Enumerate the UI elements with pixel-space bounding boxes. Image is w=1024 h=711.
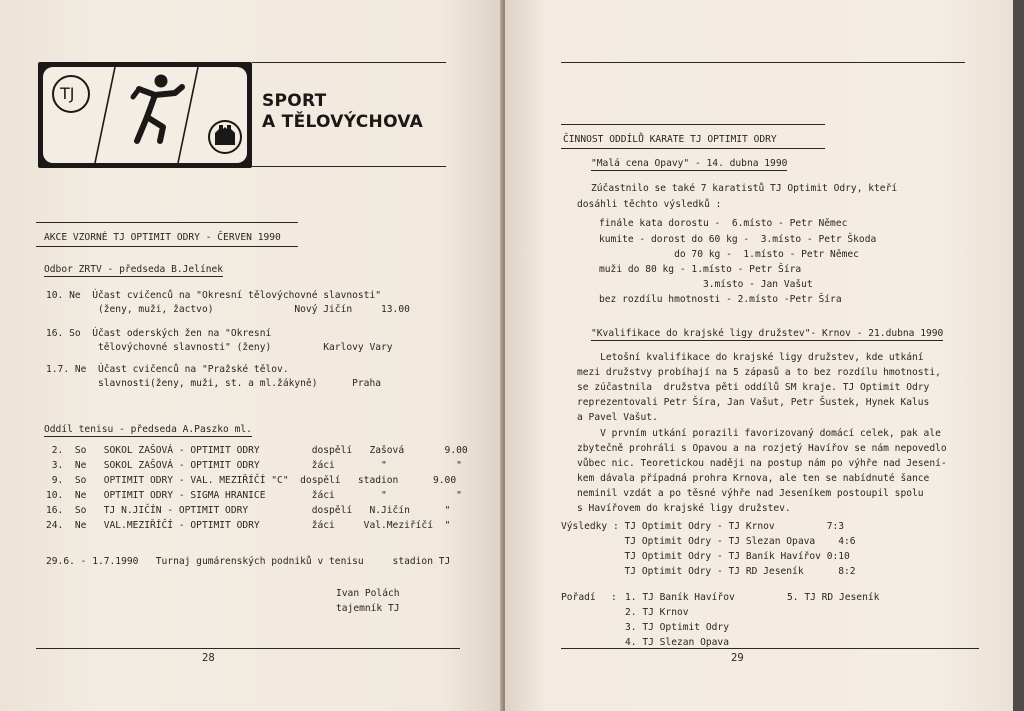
paragraph-line: s Havířovem do krajské ligy družstev.	[577, 503, 791, 514]
subsection-tennis-title: Oddíl tenisu - předseda A.Paszko ml.	[44, 424, 252, 435]
intro-line: dosáhli těchto výsledků :	[577, 199, 722, 210]
tj-emblem-text: TJ	[60, 84, 75, 103]
list-item: 3.místo - Jan Vašut	[599, 279, 813, 290]
paragraph-line: kem dávala případná prohra Krnova, ale ten se nabídnuté šance	[577, 473, 930, 484]
signature-role: tajemník TJ	[336, 603, 400, 614]
list-item: 2. TJ Krnov	[625, 607, 689, 618]
logo-title-line2: A TĚLOVÝCHOVA	[262, 112, 424, 132]
paragraph-line: V prvním utkání porazili favorizovaný domácí celek, pak ale	[577, 428, 941, 439]
page-number-left: 28	[202, 652, 215, 664]
list-item: 3. TJ Optimit Odry	[625, 622, 729, 633]
sport-logo	[38, 62, 252, 168]
list-item: do 70 kg - 1.místo - Petr Němec	[599, 249, 859, 260]
city-crest-icon	[209, 121, 241, 153]
list-item: 16. So Účast oderských žen na "Okresní	[46, 328, 272, 339]
list-item: 1.7. Ne Účast cvičenců na "Pražské tělov.	[46, 364, 289, 375]
table-row: 24. Ne VAL.MEZIŘÍČÍ - OPTIMIT ODRY žáci Val.Meziříčí "	[46, 520, 451, 531]
intro-line: Zúčastnilo se také 7 karatistů TJ Optimit Odry, kteří	[591, 183, 898, 194]
table-row: TJ Optimit Odry - TJ Baník Havířov 0:10	[561, 551, 850, 562]
section-title: AKCE VZORNÉ TJ OPTIMIT ODRY - ČERVEN 1990	[44, 232, 281, 243]
paragraph-line: reprezentovali Petr Šíra, Jan Vašut, Petr Šustek, Hynek Kalus	[577, 397, 930, 408]
logo-title-line1: SPORT	[262, 91, 327, 111]
list-item: tělovýchovné slavnosti" (ženy) Karlovy Vary	[46, 342, 393, 353]
paragraph-line: a Pavel Vašut.	[577, 412, 658, 423]
table-row: 10. Ne OPTIMIT ODRY - SIGMA HRANICE žáci " "	[46, 490, 462, 501]
event1-title: "Malá cena Opavy" - 14. dubna 1990	[591, 158, 788, 169]
left-page	[0, 0, 503, 711]
table-row: 16. So TJ N.JIČÍN - OPTIMIT ODRY dospělí N.Jičín "	[46, 505, 451, 516]
table-row: Výsledky : TJ Optimit Odry - TJ Krnov 7:3	[561, 521, 845, 532]
list-item: finále kata dorostu - 6.místo - Petr Němec	[599, 218, 848, 229]
table-row: 2. So SOKOL ZAŠOVÁ - OPTIMIT ODRY dospělí Zašová 9.00	[46, 445, 468, 456]
list-item: 4. TJ Slezan Opava	[625, 637, 729, 648]
list-item: bez rozdílu hmotnosti - 2.místo -Petr Šíra	[599, 294, 842, 305]
right-page: ČINNOST ODDÍLŮ KARATE TJ OPTIMIT ODRY "Malá cena Opavy" - 14. dubna 1990 Zúčastnilo se také 7 karatistů TJ Optimit Odry, kteří dosáhli těchto výsledků : finále kata dorostu - 6.místo - Petr Němec kumite - dorost do 60 kg - 3.místo - Petr Škoda do 70 kg - 1.místo - Petr Němec muži do 80 kg - 1.místo - Petr Šíra 3.místo - Jan Vašut bez rozdílu hmotnosti - 2.místo -Petr Šíra "Kvalifikace do krajské ligy družstev"- Krnov - 21.dubna 1990 Letošní kvalifikace do krajské ligy družstev, kde utkání mezi družstvy probíhají na 5 zápasů a to bez rozdílu hmotnosti, se zúčastnila družstva pěti oddílů SM kraje. TJ Optimit Odry reprezentovali Petr Šíra, Jan Vašut, Petr Šustek, Hynek Kalus a Pavel Vašut. V prvním utkání porazili favorizovaný domácí celek, pak ale zbytečně prohráli s Opavou a na rozjetý Havířov se nám nepovedlo vůbec nic. Teoretickou naději na postup nám po výhře nad Jesení- kem dávala případná prohra Krnova, ale ten se nabídnuté šance neminil vzdát a po těsné výhře nad Jeseníkem postoupil spolu s Havířovem do krajské ligy družstev. Výsledky : TJ Optimit Odry - TJ Krnov 7:3 TJ Optimit Odry - TJ Slezan Opava 4:6 TJ Optimit Odry - TJ Baník Havířov 0:10 TJ Optimit Odry - TJ RD Jeseník 8:2 Pořadí : 1. TJ Baník Havířov 2. TJ Krnov 3. TJ Optimit Odry 4. TJ Slezan Opava 5. TJ RD Jeseník 29	[505, 0, 1013, 711]
table-row: 3. Ne SOKOL ZAŠOVÁ - OPTIMIT ODRY žáci " "	[46, 460, 462, 471]
paragraph-line: zbytečně prohráli s Opavou a na rozjetý Havířov se nám nepovedlo	[577, 443, 947, 454]
list-item: muži do 80 kg - 1.místo - Petr Šíra	[599, 264, 802, 275]
karate-heading: ČINNOST ODDÍLŮ KARATE TJ OPTIMIT ODRY	[563, 134, 777, 145]
table-row: TJ Optimit Odry - TJ RD Jeseník 8:2	[561, 566, 856, 577]
subsection-zrtv-title: Odbor ZRTV - předseda B.Jelínek	[44, 264, 224, 275]
event2-title: "Kvalifikace do krajské ligy družstev"- Krnov - 21.dubna 1990	[591, 328, 944, 339]
paragraph-line: neminil vzdát a po těsné výhře nad Jeseníkem postoupil spolu	[577, 488, 924, 499]
list-item: slavnosti(ženy, muži, st. a ml.žákyně) Praha	[46, 378, 382, 389]
list-item: (ženy, muži, žactvo) Nový Jičín 13.00	[46, 304, 410, 315]
page-number-right: 29	[731, 652, 744, 664]
paragraph-line: se zúčastnila družstva pěti oddílů SM kraje. TJ Optimit Odry	[577, 382, 930, 393]
paragraph-line: mezi družstvy probíhají na 5 zápasů a to bez rozdílu hmotnosti,	[577, 367, 941, 378]
list-item: 5. TJ RD Jeseník	[787, 592, 880, 603]
paragraph-line: Letošní kvalifikace do krajské ligy družstev, kde utkání	[577, 352, 924, 363]
book-edge	[1013, 0, 1024, 711]
paragraph-line: vůbec nic. Teoretickou naději na postup nám po výhře nad Jesení-	[577, 458, 947, 469]
signature-name: Ivan Polách	[336, 588, 400, 599]
list-item: 10. Ne Účast cvičenců na "Okresní tělovýchovné slavnosti"	[46, 290, 382, 301]
runner-icon	[133, 75, 182, 141]
table-row: TJ Optimit Odry - TJ Slezan Opava 4:6	[561, 536, 856, 547]
table-row: 9. So OPTIMIT ODRY - VAL. MEZIŘÍČÍ "C" dospělí stadion 9.00	[46, 475, 457, 486]
tournament-line: 29.6. - 1.7.1990 Turnaj gumárenských podniků v tenisu stadion TJ	[46, 556, 451, 567]
standings-label: Pořadí	[561, 592, 596, 603]
list-item: kumite - dorost do 60 kg - 3.místo - Petr Škoda	[599, 234, 877, 245]
list-item: 1. TJ Baník Havířov	[625, 592, 735, 603]
